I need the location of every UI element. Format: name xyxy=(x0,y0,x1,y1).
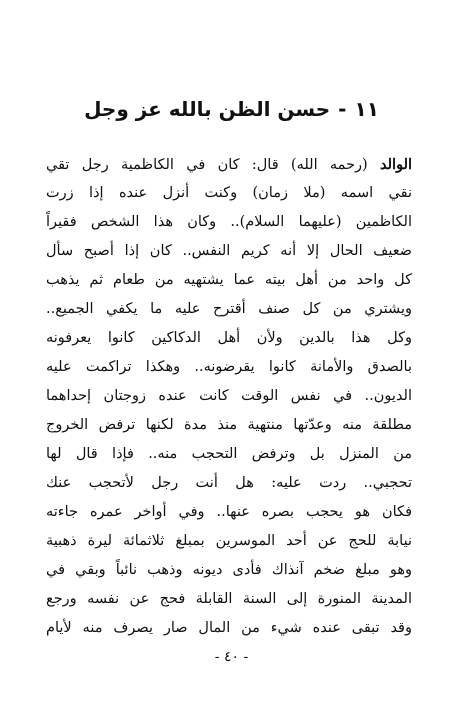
body-line: تحجبي.. ردت عليه: هل أنت رجل لأتحجب عنك xyxy=(46,475,412,491)
section-title: حسن الظن بالله عز وجل xyxy=(84,97,331,121)
body-line: فكان هو يحجب بصره عنها.. وفي أواخر عمره جاءته xyxy=(46,504,412,520)
body-line: الديون.. في نفس الوقت كانت عنده زوجتان إحداهما xyxy=(46,388,412,404)
body-line: نيابة للحج عن أحد الموسرين بمبلغ ثلاثمائة ليرة ذهبية xyxy=(46,533,412,549)
section-number: ١١ xyxy=(354,97,379,121)
body-line: نقي اسمه (ملا زمان) وكنت أنزل عنده إذا زرت xyxy=(46,185,412,201)
body-line: وكل هذا بالدين ولأن أهل الدكاكين كانوا يعرفونه xyxy=(46,330,412,346)
body-line: المدينة المنورة إلى السنة القابلة فحج عن نفسه ورجع xyxy=(46,591,412,607)
section-dash: - xyxy=(338,97,347,121)
body-line: من المنزل بل وترفض التحجب منه.. فإذا قال لها xyxy=(46,446,412,462)
body-line: بالصدق والأمانة كانوا يقرضونه.. وهكذا تراكمت عليه xyxy=(46,359,412,375)
page-number: - ٤٠ - xyxy=(214,649,249,665)
body-line xyxy=(46,150,412,179)
body-line: كل واحد من أهل بيته عما يشتهيه من طعام ثم يذهب xyxy=(46,272,412,288)
body-line: الكاظمين (عليهما السلام).. وكان هذا الشخص فقيراً xyxy=(46,214,412,230)
section-heading xyxy=(40,92,423,126)
body-line: ويشتري من كل صنف أقترح عليه ما يكفي الجميع.. xyxy=(46,301,412,317)
body-line-text: (رحمه الله) قال: كان في الكاظمية رجل تقي xyxy=(46,157,368,173)
body-line: مطلقة منه وعدّتها منتهية منذ مدة لكنها ترفض الخروج xyxy=(46,417,412,433)
body-text xyxy=(46,150,412,643)
body-line: وهو مبلغ ضخم آنذاك فأدى ديونه وذهب نائباً وبقي في xyxy=(46,562,412,578)
body-line: ضعيف الحال إلا أنه كريم النفس.. كان إذا أصبح سأل xyxy=(46,243,412,259)
speaker-label: الوالد xyxy=(380,156,412,173)
body-line: وقد تبقى عنده شيء من المال صار يصرف منه لأيام xyxy=(46,620,412,636)
